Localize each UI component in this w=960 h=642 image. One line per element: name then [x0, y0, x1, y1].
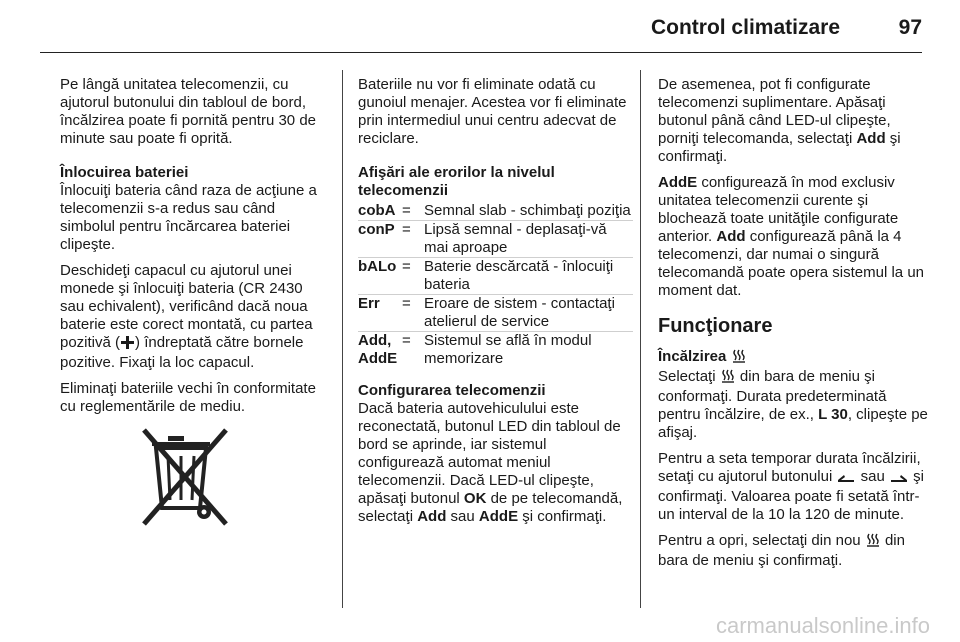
heating-paragraph-2: Pentru a seta temporar durata încălzirii, setaţi cu ajutorul butonului sau şi confirmaţi. Valoarea poate fi setată într-un interval de la 10 la 120 de minute.	[658, 450, 924, 523]
watermark: carmanualsonline.info	[715, 613, 930, 638]
add-option-label: Add	[417, 508, 447, 525]
errors-heading: Afişări ale erorilor la nivelul telecomenzii	[358, 164, 555, 199]
crossed-bin-icon	[138, 424, 238, 534]
error-code: cobA	[358, 202, 396, 219]
battery-paragraph-3: Eliminaţi bateriile vechi în conformitate cu reglementările de mediu.	[60, 380, 316, 415]
column-2	[358, 76, 633, 534]
column-3	[658, 76, 928, 578]
heating-paragraph-3: Pentru a opri, selectaţi din nou din bara de meniu şi confirmaţi.	[658, 532, 905, 569]
error-description: Sistemul se află în modul memorizare	[424, 332, 633, 369]
battery-paragraph-1: Înlocuiţi bateria când raza de acţiune a telecomenzii s-a redus sau când simbolul pentru încărcarea bateriei clipeşte.	[60, 182, 317, 253]
error-code: Add, AddE	[358, 332, 402, 369]
adde-option-label: AddE	[658, 174, 698, 191]
plus-icon	[121, 336, 134, 354]
equals-sign: =	[402, 258, 424, 295]
error-description: Semnal slab - schimbaţi poziţia	[424, 202, 631, 219]
error-code: conP	[358, 221, 402, 258]
heat-icon	[721, 369, 735, 388]
duration-value: L 30	[818, 406, 848, 423]
error-codes-table	[358, 202, 633, 368]
disposal-paragraph: Bateriile nu vor fi eliminate odată cu gunoiul menajer. Acestea vor fi eliminate prin intermediul unui centru adecvat de reciclare.	[358, 76, 627, 147]
error-description: Baterie descărcată - înlocuiţi bateria	[424, 258, 633, 295]
column-1	[60, 76, 328, 534]
error-description: Eroare de sistem - contactaţi atelierul de service	[424, 295, 633, 332]
error-code: bALo	[358, 258, 402, 295]
arrow-right-icon	[890, 470, 908, 488]
equals-sign: =	[402, 295, 424, 332]
error-code-row	[358, 295, 633, 332]
battery-paragraph-2: Deschideţi capacul cu ajutorul unei monede şi înlocuiţi bateria (CR 2430 sau echivalent), verificând dacă noua baterie este corect montată, cu partea pozitivă ( ) îndreptată către bornele pozitive. Fixaţi la loc capacul.	[60, 262, 313, 371]
error-description: Lipsă semnal - deplasaţi-vă mai aproape	[424, 221, 633, 258]
add-option-label: Add	[856, 130, 886, 147]
error-code-row	[358, 221, 633, 258]
equals-sign: =	[402, 332, 424, 369]
config-paragraph: Dacă bateria autovehiculului este reconectată, butonul LED din tabloul de bord se aprinde, iar sistemul configurează automat meniul telecomenzii. Dacă LED-ul clipeşte, apăsaţi butonul OK de pe telecomandă, selectaţi Add sau AddE şi confirmaţi.	[358, 400, 623, 525]
heating-paragraph-1: Selectaţi din bara de meniu şi conformaţi. Durata predeterminată pentru încălzire, de ex., L 30, clipeşte pe afişaj.	[658, 368, 928, 441]
equals-sign: =	[402, 221, 424, 258]
page-number: 97	[898, 16, 922, 39]
header-rule	[40, 52, 922, 53]
heat-icon	[866, 533, 880, 552]
add-option-label: Add	[716, 228, 746, 245]
adde-paragraph: AddE configurează în mod exclusiv unitatea telecomenzii curente şi blochează toate unităţile configurate anterior. Add configurează până la 4 telecomenzi, dar numai o singură telecomandă poate opera sistemul la un moment dat.	[658, 174, 925, 299]
column-divider-2	[640, 70, 641, 608]
heating-heading: Încălzirea	[658, 348, 928, 368]
more-remotes-paragraph: De asemenea, pot fi configurate telecomenzi suplimentare. Apăsaţi butonul până când LED-ul clipeşte, porniţi telecomanda, selectaţi Add şi confirmaţi.	[658, 76, 901, 165]
error-code-row	[358, 202, 633, 221]
adde-option-label: AddE	[478, 508, 519, 525]
battery-heading: Înlocuirea bateriei	[60, 164, 189, 181]
column-divider-1	[342, 70, 343, 608]
heat-icon	[732, 349, 746, 368]
error-code: Err	[358, 295, 402, 332]
ok-button-label: OK	[463, 490, 487, 507]
functioning-heading: Funcţionare	[658, 315, 773, 337]
intro-paragraph: Pe lângă unitatea telecomenzii, cu ajutorul butonului din tabloul de bord, încălzirea poate fi pornită pentru 30 de minute sau poate fi oprită.	[60, 76, 317, 147]
page-header-title: Control climatizare	[650, 16, 840, 39]
arrow-left-icon	[837, 470, 855, 488]
config-heading: Configurarea telecomenzii	[358, 382, 546, 399]
error-code-row	[358, 332, 633, 369]
equals-sign: =	[402, 202, 411, 219]
error-code-row	[358, 258, 633, 295]
